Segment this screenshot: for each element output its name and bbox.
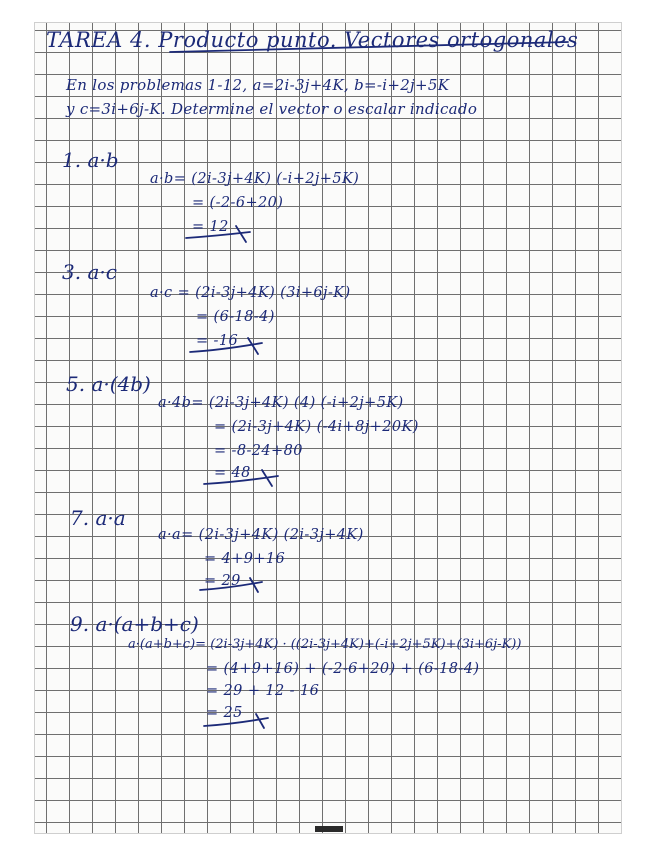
page-title: TAREA 4. Producto punto. Vectores ortogonales [46, 28, 579, 52]
problem-3-result: = -16 [196, 333, 239, 349]
problem-7-label: 7. a·a [70, 506, 126, 530]
problem-5-line-3: = -8-24+80 [214, 443, 303, 459]
problem-9-line-1: a·(a+b+c)= (2i-3j+4K) · ((2i-3j+4K)+(-i+2j+5K)+(3i+6j-K)) [128, 637, 522, 652]
problem-7-result: = 29 [204, 573, 241, 589]
problem-1-label: 1. a·b [62, 148, 119, 172]
problem-5-line-2: = (2i-3j+4K) (-4i+8j+20K) [214, 419, 419, 435]
problem-1-result: = 12 [192, 219, 229, 235]
problem-5-result: = 48 [214, 465, 251, 481]
problem-1-line-1: a·b= (2i-3j+4K) (-i+2j+5K) [150, 171, 360, 187]
problem-9-line-2: = (4+9+16) + (-2-6+20) + (6-18-4) [206, 661, 480, 677]
problem-5-line-1: a·4b= (2i-3j+4K) (4) (-i+2j+5K) [158, 395, 404, 411]
title-underline [170, 42, 568, 52]
problem-3-line-1: a·c = (2i-3j+4K) (3i+6j-K) [150, 285, 351, 301]
problem-7-line-1: a·a= (2i-3j+4K) (2i-3j+4K) [158, 527, 364, 543]
problem-3-label: 3. a·c [62, 260, 117, 284]
binding-mark [315, 826, 343, 832]
problem-3-line-2: = (6-18-4) [196, 309, 275, 325]
problem-5-label: 5. a·(4b) [66, 372, 151, 396]
problem-7-line-2: = 4+9+16 [204, 551, 286, 567]
problem-9-result: = 25 [206, 705, 243, 721]
problem-7-tick [250, 578, 258, 592]
problem-9-tick [256, 714, 264, 728]
intro-line-2: y c=3i+6j-K. Determine el vector o escalar indicado [66, 100, 478, 118]
intro-line-1: En los problemas 1-12, a=2i-3j+4K, b=-i+2j+5K [66, 76, 450, 94]
problem-1-line-2: = (-2-6+20) [192, 195, 284, 211]
problem-9-line-3: = 29 + 12 - 16 [206, 683, 320, 699]
problem-9-label: 9. a·(a+b+c) [70, 612, 199, 636]
